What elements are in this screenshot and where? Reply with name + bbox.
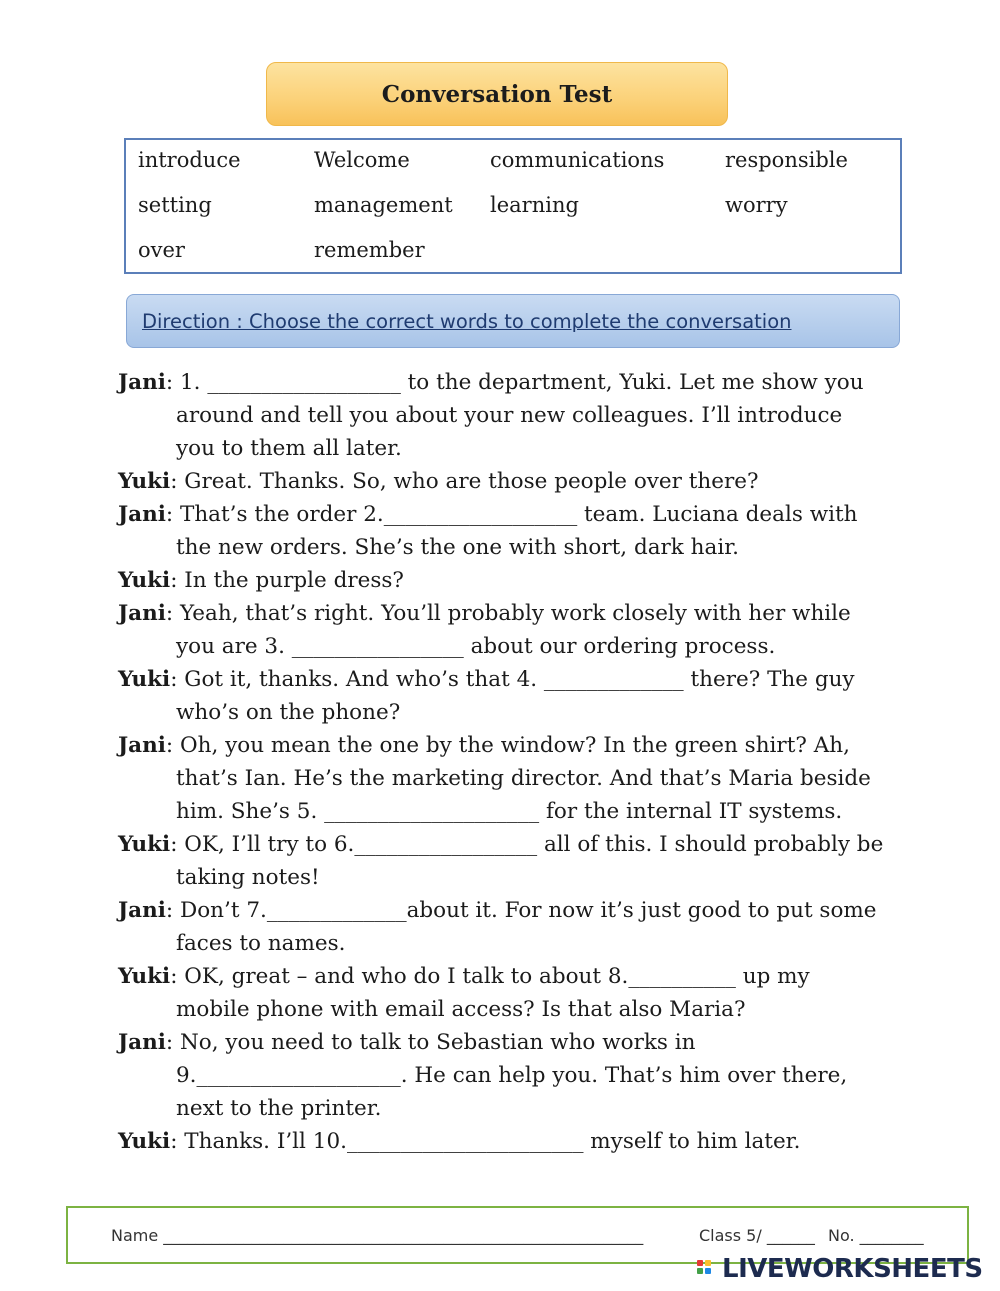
speaker-name: Jani <box>118 370 166 395</box>
speaker-name: Yuki <box>118 469 171 494</box>
speaker-name: Jani <box>118 733 166 758</box>
word-bank-item: remember <box>314 238 425 262</box>
dialogue-line: faces to names. <box>176 931 346 956</box>
word-bank-item: worry <box>725 193 788 217</box>
dialogue-line: taking notes! <box>176 865 320 890</box>
word-bank-item: management <box>314 193 453 217</box>
speaker-name: Yuki <box>118 1129 171 1154</box>
word-bank-item: introduce <box>138 148 241 172</box>
dialogue-line: Yuki: Thanks. I’ll 10.______________________ myself to him later. <box>118 1129 801 1154</box>
dialogue-line: Yuki: OK, great – and who do I talk to about 8.__________ up my <box>118 964 810 989</box>
speaker-name: Yuki <box>118 667 171 692</box>
liveworksheets-logo <box>697 1253 983 1285</box>
dialogue-line: Jani: 1. __________________ to the department, Yuki. Let me show you <box>118 370 864 395</box>
dialogue-line: Jani: Yeah, that’s right. You’ll probably work closely with her while <box>118 601 851 626</box>
word-bank-item: Welcome <box>314 148 410 172</box>
logo-square <box>705 1268 711 1274</box>
speaker-name: Jani <box>118 502 166 527</box>
dialogue-line: Yuki: OK, I’ll try to 6._________________ all of this. I should probably be <box>118 832 884 857</box>
dialogue-line: Jani: No, you need to talk to Sebastian who works in <box>118 1030 696 1055</box>
dialogue-line: Yuki: Great. Thanks. So, who are those people over there? <box>118 469 759 494</box>
word-bank-item: communications <box>490 148 665 172</box>
speaker-name: Yuki <box>118 832 171 857</box>
word-bank-item: learning <box>490 193 579 217</box>
dialogue-line: Yuki: In the purple dress? <box>118 568 404 593</box>
dialogue-line: next to the printer. <box>176 1096 382 1121</box>
number-field[interactable]: No. ________ <box>828 1226 924 1245</box>
dialogue-line: Yuki: Got it, thanks. And who’s that 4. _____________ there? The guy <box>118 667 855 692</box>
dialogue-line: mobile phone with email access? Is that also Maria? <box>176 997 746 1022</box>
word-bank-item: setting <box>138 193 212 217</box>
speaker-name: Jani <box>118 1030 166 1055</box>
logo-icon <box>697 1256 719 1282</box>
word-bank-item: responsible <box>725 148 848 172</box>
dialogue-line: Jani: Don’t 7._____________about it. For now it’s just good to put some <box>118 898 877 923</box>
speaker-name: Yuki <box>118 964 171 989</box>
logo-square <box>705 1260 711 1266</box>
name-field[interactable]: Name ____________________________________________________________ <box>111 1226 644 1245</box>
dialogue-line: 9.___________________. He can help you. That’s him over there, <box>176 1063 848 1088</box>
logo-text: LIVEWORKSHEETS <box>722 1254 983 1284</box>
dialogue-line: you are 3. ________________ about our ordering process. <box>176 634 776 659</box>
dialogue-line: around and tell you about your new colleagues. I’ll introduce <box>176 403 843 428</box>
class-field[interactable]: Class 5/ ______ <box>699 1226 815 1245</box>
page-title: Conversation Test <box>266 62 728 126</box>
direction-text: Direction : Choose the correct words to complete the conversation <box>142 309 792 333</box>
speaker-name: Yuki <box>118 568 171 593</box>
dialogue-line: that’s Ian. He’s the marketing director. And that’s Maria beside <box>176 766 871 791</box>
dialogue-line: Jani: Oh, you mean the one by the window? In the green shirt? Ah, <box>118 733 850 758</box>
logo-square <box>697 1268 703 1274</box>
speaker-name: Jani <box>118 601 166 626</box>
dialogue-line: Jani: That’s the order 2.__________________ team. Luciana deals with <box>118 502 858 527</box>
dialogue-line: who’s on the phone? <box>176 700 401 725</box>
dialogue-line: you to them all later. <box>176 436 402 461</box>
logo-square <box>697 1260 703 1266</box>
speaker-name: Jani <box>118 898 166 923</box>
dialogue-line: him. She’s 5. ____________________ for the internal IT systems. <box>176 799 843 824</box>
direction-banner <box>126 294 900 348</box>
word-bank <box>124 138 902 274</box>
word-bank-item: over <box>138 238 185 262</box>
dialogue-line: the new orders. She’s the one with short, dark hair. <box>176 535 739 560</box>
